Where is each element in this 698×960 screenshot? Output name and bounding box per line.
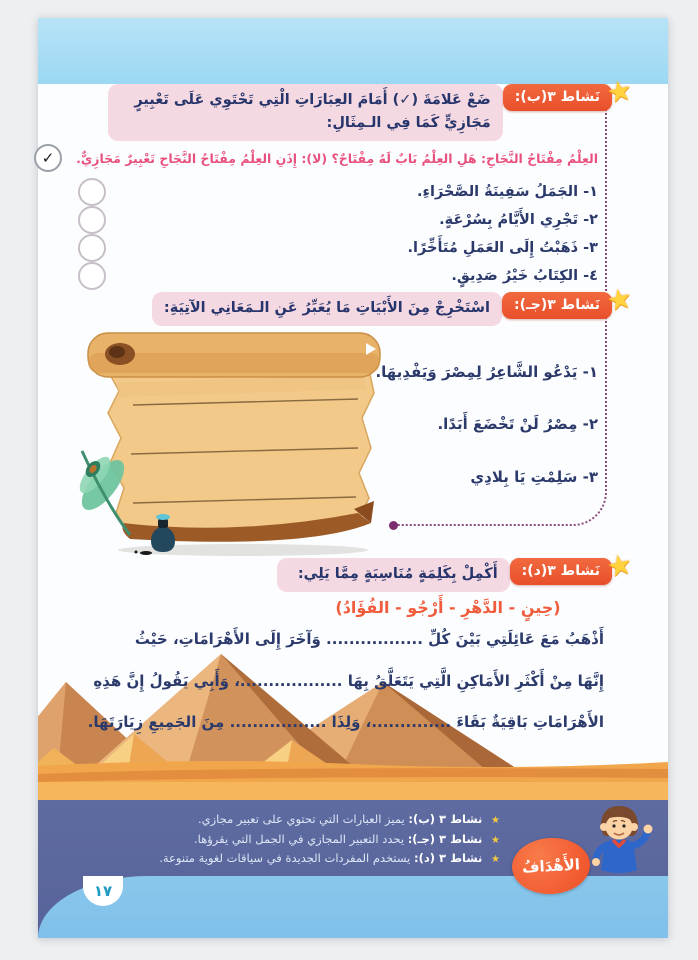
statement-row <box>78 178 598 206</box>
top-sky-band <box>38 18 668 84</box>
checked-circle[interactable]: ✓ <box>34 144 62 172</box>
fill-blank-line[interactable]: أَذْهَبُ مَعَ عَائِلَتِي بَيْنَ كُلِّ ................. وَآخَرَ إِلَى الأَهْرَامَاتِ، حَيْثُ <box>134 630 604 648</box>
objectives-footer <box>38 800 668 938</box>
answer-circle[interactable] <box>78 234 106 262</box>
objective-item <box>52 830 500 850</box>
star-icon: ★ <box>603 72 636 111</box>
statement-text: ٤- الكِتَابُ خَيْرُ صَدِيقٍ. <box>451 268 598 284</box>
example-row <box>41 144 598 172</box>
objective-label: نشاط ٣ (ب): <box>408 812 483 826</box>
papyrus-scroll-illustration <box>68 323 403 558</box>
objectives-list <box>52 810 500 869</box>
statement-text: ٢- تَجْرِي الأَيَّامُ بِسُرْعَةٍ. <box>439 212 598 228</box>
statement-row <box>78 262 598 290</box>
objective-item <box>52 810 500 830</box>
star-icon: ★ <box>603 280 636 319</box>
boy-svg <box>582 802 656 882</box>
book-page <box>38 18 668 938</box>
objective-text: يستخدم المفردات الجديدة في سياقات لغوية متنوعة. <box>159 851 411 866</box>
fill-blank-line[interactable]: إِنَّهَا مِنْ أَكْثَرِ الأَمَاكِنِ الَّتِي يَتَعَلَّقُ بِهَا ..................، وَأَبِي يَقُولُ إِنَّ هَذِهِ <box>93 672 604 690</box>
activity-d-header <box>273 546 636 592</box>
activity-d-instruction: أَكْمِلْ بِكَلِمَةٍ مُنَاسِبَةٍ مِمَّا يَلِي: <box>277 558 510 592</box>
activity-b-header <box>104 72 636 141</box>
star-icon: ★ <box>603 546 636 585</box>
answer-circle[interactable] <box>78 178 106 206</box>
objective-label: نشاط ٣ (جـ): <box>407 831 483 846</box>
fill-blank-line[interactable]: الأَهْرَامَاتِ بَاقِيَةٌ بَقَاءَ ..............، وَلِذَا ................. مِنَ الجَمِيعِ زِيَارَتَهَا. <box>87 713 604 731</box>
answer-circle[interactable] <box>78 262 106 290</box>
objective-item <box>52 849 500 869</box>
activity-c-instruction: اسْتَخْرِجْ مِنَ الأَبْيَاتِ مَا يُعَبِّرُ عَنِ الـمَعَانِي الآتِيَةِ: <box>152 292 502 326</box>
activity-c-badge-label: نَشاط ٣(جـ): <box>513 297 600 313</box>
meaning-item: ٢- مِصْرُ لَنْ تَخْضَعَ أَبَدًا. <box>437 415 598 433</box>
objective-text: يميز العبارات التي تحتوي على تعبير مجازي. <box>197 812 405 826</box>
star-bullet-icon: ★ <box>491 854 500 866</box>
meaning-item: ٣- سَلِمْتِ يَا بِلادِي <box>470 468 598 486</box>
activity-b-instruction: ضَعْ عَلامَةَ (✓) أَمَامَ العِبَارَاتِ الْتِي تَحْتَوِي عَلَى تَعْبِيرٍ مَجَازِيٍّ كَمَا فِي الـمِثَالِ: <box>108 84 503 141</box>
statement-text: ١- الجَمَلُ سَفِينَةُ الصَّحْرَاءِ. <box>417 184 598 200</box>
statement-row <box>78 234 598 262</box>
activity-c-badge <box>502 280 636 319</box>
star-bullet-icon: ★ <box>491 815 500 826</box>
activity-c-header <box>163 280 636 326</box>
activity-d-badge-label: نَشاط ٣(د): <box>521 563 600 579</box>
activity-b-badge-label: نَشاط ٣(ب): <box>514 89 600 105</box>
star-bullet-icon: ★ <box>491 834 500 846</box>
meaning-item: ١- يَدْعُو الشَّاعِرُ لِمِصْرَ وَيَفْدِيهَا. <box>375 363 598 381</box>
activity-b-badge <box>503 72 636 111</box>
statement-row <box>78 206 598 234</box>
word-bank: (حِينٍ - الدَّهْرِ - أَرْجُو - الفُؤَادُ) <box>335 598 561 617</box>
scroll-svg <box>68 323 403 558</box>
example-sentence: العِلْمُ مِفْتَاحُ النَّجَاحِ: هَلِ العِلْمُ بَابٌ لَهُ مِفْتَاحٌ؟ (لا): إِذَنِ العِلْمُ مِفْتَاحُ النَّجَاحِ تَعْبِيرٌ مَجَازِيٌّ. <box>76 150 598 166</box>
objective-label: نشاط ٣ (د): <box>414 851 483 866</box>
page-number-badge: ١٧ <box>83 876 123 906</box>
objective-text: يحدد التعبير المجازي في الجمل التي يقرؤها. <box>194 831 405 846</box>
activity-d-badge <box>510 546 636 585</box>
cartoon-boy-illustration <box>582 802 656 882</box>
objectives-title-blob: الأَهْدَافُ <box>511 836 592 896</box>
statement-text: ٣- ذَهَبْتُ إِلَى العَمَلِ مُتَأَخِّرًا. <box>407 240 598 256</box>
answer-circle[interactable] <box>78 206 106 234</box>
